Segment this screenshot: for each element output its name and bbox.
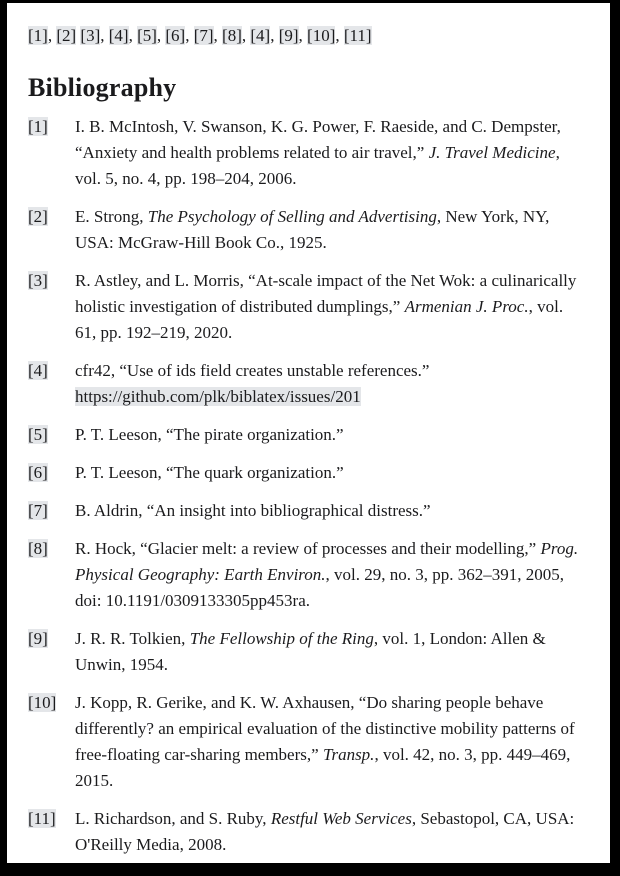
- entry-text: J. Kopp, R. Gerike, and K. W. Axhausen, “Do sharing people behave differently? an empirical evaluation of the distinctive mobility patterns of free-floating car-sharing members,” Transp., vol. 42, no. 3, pp. 449–469, 2015.: [75, 693, 575, 790]
- entry-label[interactable]: [10]: [28, 693, 57, 712]
- entry-label-cell: [28, 268, 75, 346]
- entry-text: R. Hock, “Glacier melt: a review of processes and their modelling,” Prog. Physical Geography: Earth Environ., vol. 29, no. 3, pp. 362–391, 2005, doi: 10.1191/0309133305pp453ra.: [75, 539, 579, 610]
- entry-text: I. B. McIntosh, V. Swanson, K. G. Power, F. Raeside, and C. Dempster, “Anxiety and health problems related to air travel,” J. Travel Medicine, vol. 5, no. 4, pp. 198–204, 2006.: [75, 117, 561, 188]
- bibliography-list: [28, 114, 585, 858]
- italic-title: Prog. Physical Geography: Earth Environ.: [75, 539, 579, 584]
- entry-label-cell: [28, 114, 75, 192]
- external-link[interactable]: https://github.com/plk/biblatex/issues/201: [75, 387, 361, 406]
- entry-label-cell: [28, 626, 75, 678]
- entry-label-cell: [28, 358, 75, 410]
- bibliography-entry: [28, 498, 585, 524]
- entry-text: cfr42, “Use of ids field creates unstable references.” https://github.com/plk/biblatex/issues/201: [75, 361, 430, 406]
- italic-title: Armenian J. Proc.: [404, 297, 529, 316]
- entry-label[interactable]: [2]: [28, 207, 48, 226]
- citation-ref[interactable]: [1]: [28, 26, 48, 45]
- bibliography-entry: [28, 358, 585, 410]
- entry-label[interactable]: [1]: [28, 117, 48, 136]
- citation-ref[interactable]: [2]: [56, 26, 77, 45]
- citation-ref[interactable]: [10]: [307, 26, 336, 45]
- citation-ref[interactable]: [6]: [165, 26, 186, 45]
- entry-text: P. T. Leeson, “The quark organization.”: [75, 463, 344, 482]
- entry-label[interactable]: [9]: [28, 629, 48, 648]
- bibliography-entry: [28, 536, 585, 614]
- bibliography-entry: [28, 806, 585, 858]
- italic-title: Transp.: [322, 745, 375, 764]
- italic-title: The Fellowship of the Ring: [189, 629, 374, 648]
- entry-label[interactable]: [4]: [28, 361, 48, 380]
- entry-text: B. Aldrin, “An insight into bibliographical distress.”: [75, 501, 431, 520]
- entry-label-cell: [28, 536, 75, 614]
- entry-text: J. R. R. Tolkien, The Fellowship of the Ring, vol. 1, London: Allen & Unwin, 1954.: [75, 629, 546, 674]
- bibliography-entry: [28, 204, 585, 256]
- italic-title: Restful Web Services: [270, 809, 412, 828]
- entry-label[interactable]: [6]: [28, 463, 48, 482]
- entry-label[interactable]: [3]: [28, 271, 48, 290]
- citation-ref[interactable]: [7]: [193, 26, 214, 45]
- italic-title: The Psychology of Selling and Advertising: [147, 207, 437, 226]
- citation-line: [1], [2] [3], [4], [5], [6], [7], [8], [4], [9], [10], [11]: [28, 26, 372, 45]
- italic-title: J. Travel Medicine: [428, 143, 556, 162]
- citation-ref[interactable]: [11]: [343, 26, 372, 45]
- entry-label[interactable]: [7]: [28, 501, 48, 520]
- citation-ref[interactable]: [3]: [80, 26, 101, 45]
- bibliography-entry: [28, 626, 585, 678]
- bibliography-entry: [28, 690, 585, 794]
- entry-text: P. T. Leeson, “The pirate organization.”: [75, 425, 344, 444]
- bibliography-entry: [28, 460, 585, 486]
- entry-label-cell: [28, 806, 75, 858]
- entry-text: L. Richardson, and S. Ruby, Restful Web Services, Sebastopol, CA, USA: O'Reilly Media, 2008.: [75, 809, 575, 854]
- citation-ref[interactable]: [4]: [250, 26, 271, 45]
- entry-text: E. Strong, The Psychology of Selling and Advertising, New York, NY, USA: McGraw-Hill Book Co., 1925.: [75, 207, 550, 252]
- entry-text: R. Astley, and L. Morris, “At-scale impact of the Net Wok: a culinarically holistic investigation of distributed dumplings,” Armenian J. Proc., vol. 61, pp. 192–219, 2020.: [75, 271, 577, 342]
- page-title: Bibliography: [28, 73, 177, 102]
- citation-ref[interactable]: [8]: [222, 26, 242, 45]
- citation-ref[interactable]: [4]: [108, 26, 129, 45]
- entry-label[interactable]: [11]: [28, 809, 56, 828]
- entry-label-cell: [28, 460, 75, 486]
- bibliography-entry: [28, 268, 585, 346]
- bibliography-entry: [28, 422, 585, 448]
- citation-ref[interactable]: [9]: [278, 26, 299, 45]
- entry-label-cell: [28, 204, 75, 256]
- entry-label-cell: [28, 498, 75, 524]
- citation-ref[interactable]: [5]: [137, 26, 157, 45]
- entry-label-cell: [28, 690, 75, 794]
- entry-label[interactable]: [8]: [28, 539, 48, 558]
- entry-label-cell: [28, 422, 75, 448]
- bibliography-entry: [28, 114, 585, 192]
- document-page: [7, 3, 610, 863]
- entry-label[interactable]: [5]: [28, 425, 48, 444]
